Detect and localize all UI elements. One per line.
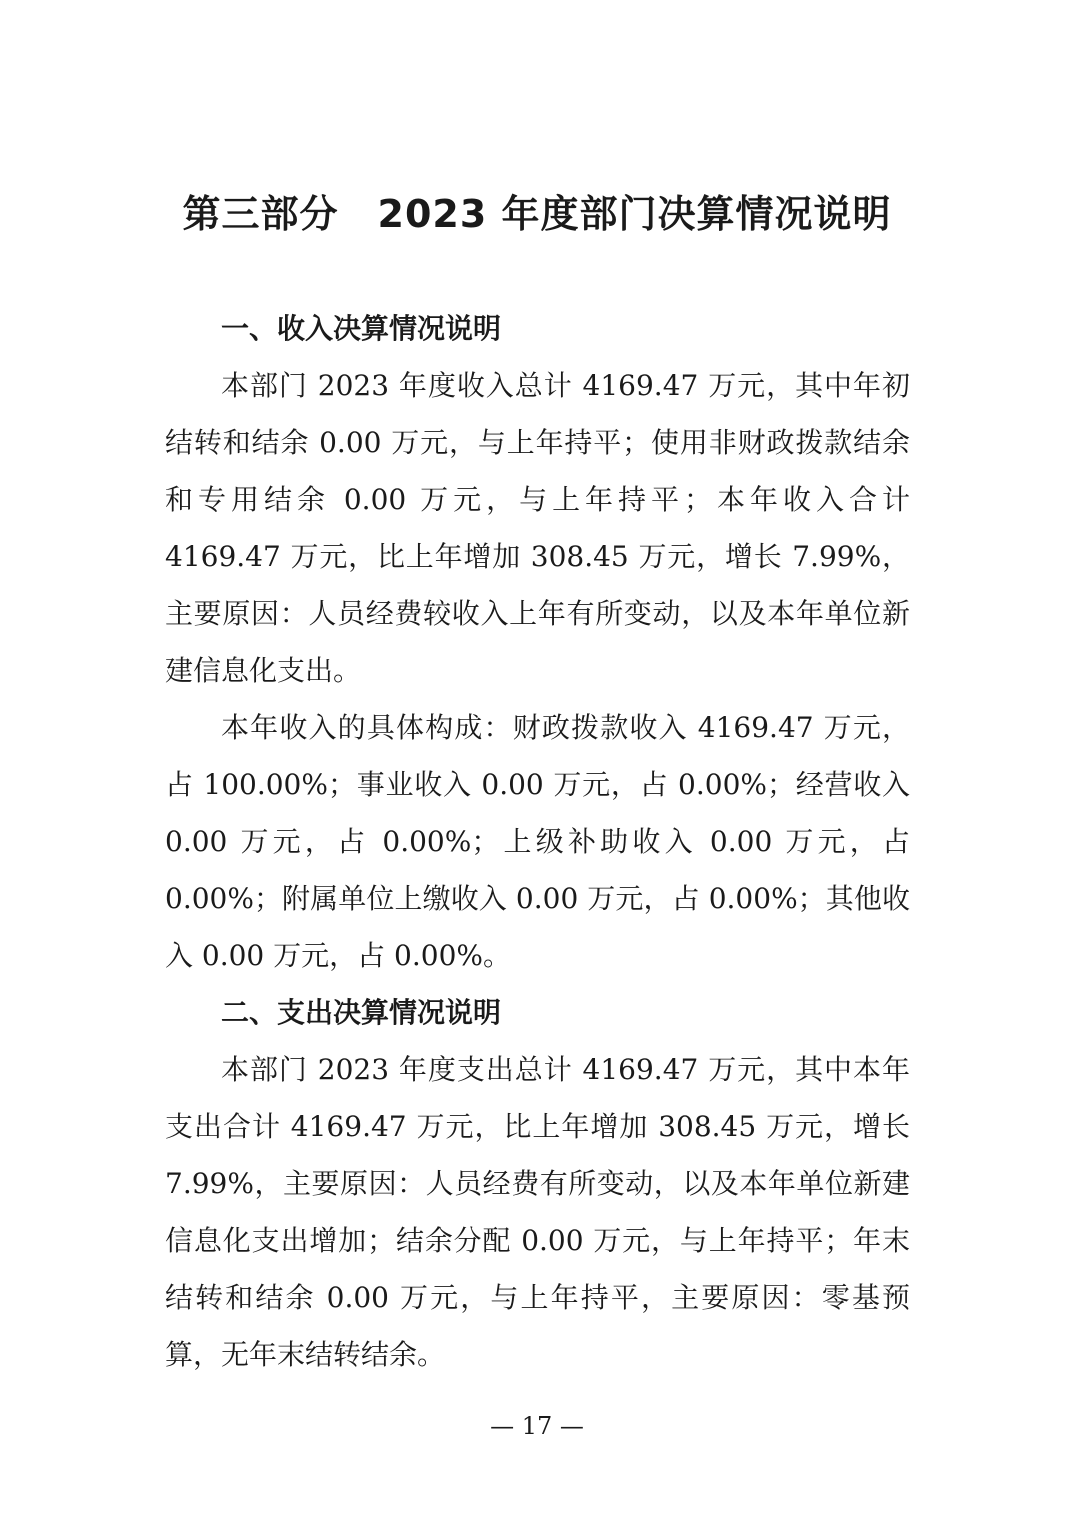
document-body [165,300,910,1383]
section-heading-income: 一、收入决算情况说明 [221,312,502,345]
section-heading-expenditure: 二、支出决算情况说明 [221,996,502,1029]
paragraph-income-composition: 本年收入的具体构成：财政拨款收入 4169.47 万元，占 100.00%；事业收入 0.00 万元，占 0.00%；经营收入 0.00 万元，占 0.00%；上级补助收入 0.00 万元，占 0.00%；附属单位上缴收入 0.00 万元，占 0.00%；其他收入 0.00 万元，占 0.00%。 [165,711,910,972]
paragraph-income-summary: 本部门 2023 年度收入总计 4169.47 万元，其中年初结转和结余 0.00 万元，与上年持平；使用非财政拨款结余和专用结余 0.00 万元，与上年持平；本年收入合计 4169.47 万元，比上年增加 308.45 万元，增长 7.99%，主要原因：人员经费较收入上年有所变动，以及本年单位新建信息化支出。 [165,369,910,687]
page-title: 第三部分 2023 年度部门决算情况说明 [182,192,892,236]
paragraph-expenditure-summary: 本部门 2023 年度支出总计 4169.47 万元，其中本年支出合计 4169.47 万元，比上年增加 308.45 万元，增长 7.99%，主要原因：人员经费有所变动，以及本年单位新建信息化支出增加；结余分配 0.00 万元，与上年持平；年末结转和结余 0.00 万元，与上年持平，主要原因：零基预算，无年末结转结余。 [165,1053,910,1371]
page-number: — 17 — [490,1412,584,1440]
